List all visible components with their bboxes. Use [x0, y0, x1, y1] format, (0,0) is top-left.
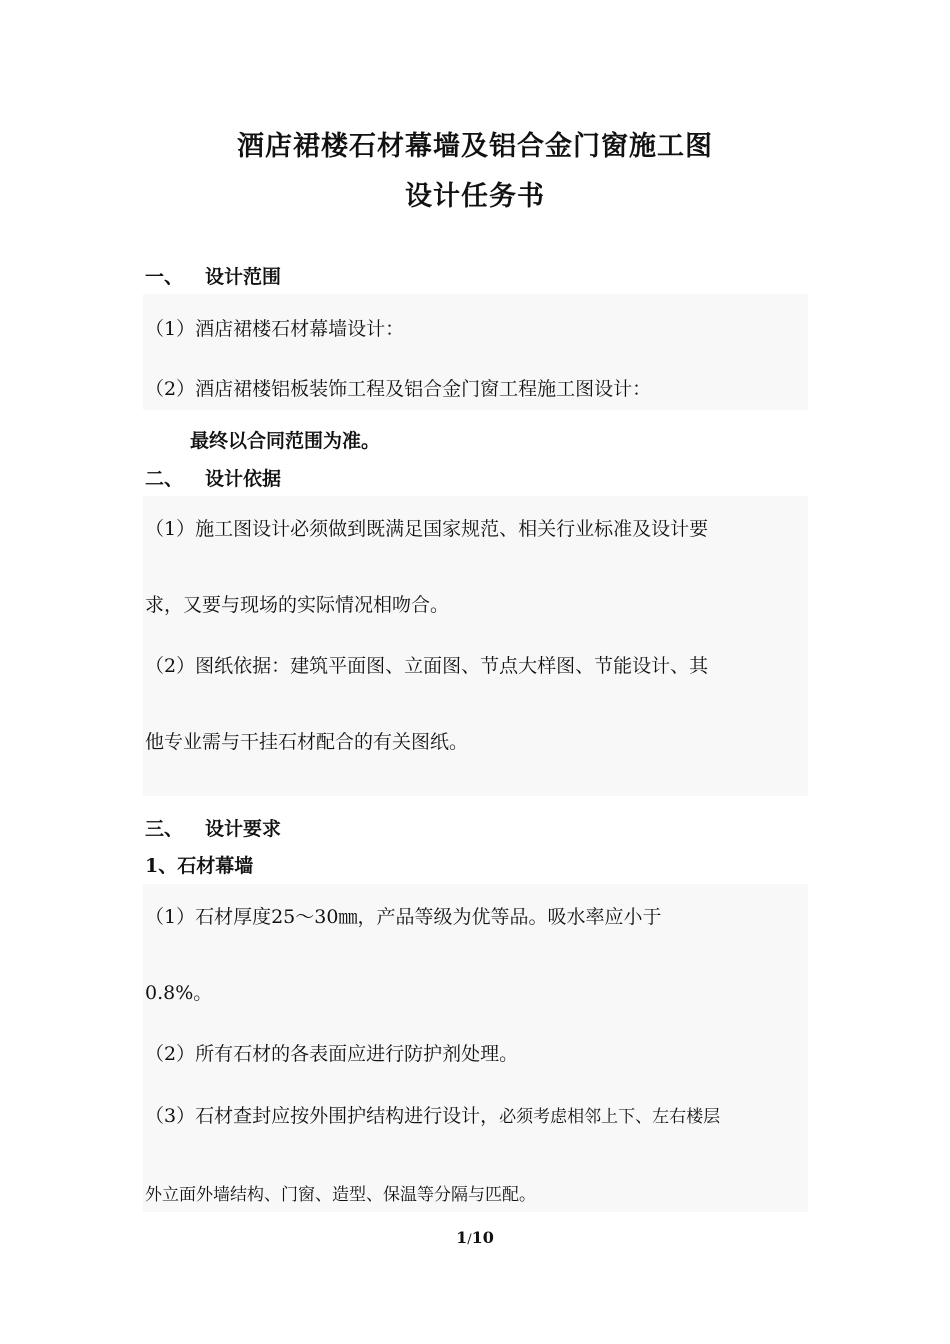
- section-1-item-1: （1）酒店裙楼石材幕墙设计：: [145, 318, 405, 340]
- section-3-item-1-line-1: （1）石材厚度25～30㎜，产品等级为优等品。吸水率应小于: [145, 906, 662, 928]
- section-2-heading: [145, 464, 281, 491]
- document-title-line-1: 酒店裙楼石材幕墙及铝合金门窗施工图: [237, 131, 713, 162]
- section-1-item-2: （2）酒店裙楼铝板装饰工程及铝合金门窗工程施工图设计：: [145, 378, 652, 400]
- section-3-heading: [145, 814, 281, 841]
- section-3-item-3-line-1-part-b: 必须考虑相邻上下、左右楼层: [499, 1107, 721, 1127]
- section-1-title: 设计范围: [205, 266, 282, 288]
- section-3-item-3-line-1: [145, 1101, 720, 1128]
- section-3-title: 设计要求: [205, 818, 282, 840]
- section-3-number: 三、: [145, 818, 184, 840]
- subsection-stone-curtain-wall-heading: 1、石材幕墙: [145, 855, 254, 877]
- current-page: 1: [456, 1228, 468, 1247]
- section-3-item-1-line-2: 0.8%。: [145, 982, 213, 1004]
- section-1-number: 一、: [145, 266, 184, 288]
- section-3-item-3-line-2: 外立面外墙结构、门窗、造型、保温等分隔与匹配。: [145, 1185, 536, 1205]
- section-3-item-2: （2）所有石材的各表面应进行防护剂处理。: [145, 1043, 519, 1065]
- section-1-note: 最终以合同范围为准。: [190, 430, 381, 452]
- page-number: [0, 1228, 950, 1247]
- section-2-item-1-line-2: 求，又要与现场的实际情况相吻合。: [145, 594, 450, 616]
- section-2-item-1-line-1: （1）施工图设计必须做到既满足国家规范、相关行业标准及设计要: [145, 518, 709, 540]
- section-2-title: 设计依据: [205, 468, 282, 490]
- section-1-heading: [145, 262, 281, 289]
- section-2-item-2-line-2: 他专业需与干挂石材配合的有关图纸。: [145, 731, 469, 753]
- total-pages: 10: [471, 1228, 494, 1247]
- document-title-line-2: 设计任务书: [405, 181, 545, 212]
- page-separator: /: [467, 1232, 472, 1247]
- section-3-item-3-line-1-part-a: （3）石材查封应按外围护结构进行设计，: [145, 1105, 500, 1127]
- section-2-number: 二、: [145, 468, 184, 490]
- section-2-item-2-line-1: （2）图纸依据：建筑平面图、立面图、节点大样图、节能设计、其: [145, 655, 709, 677]
